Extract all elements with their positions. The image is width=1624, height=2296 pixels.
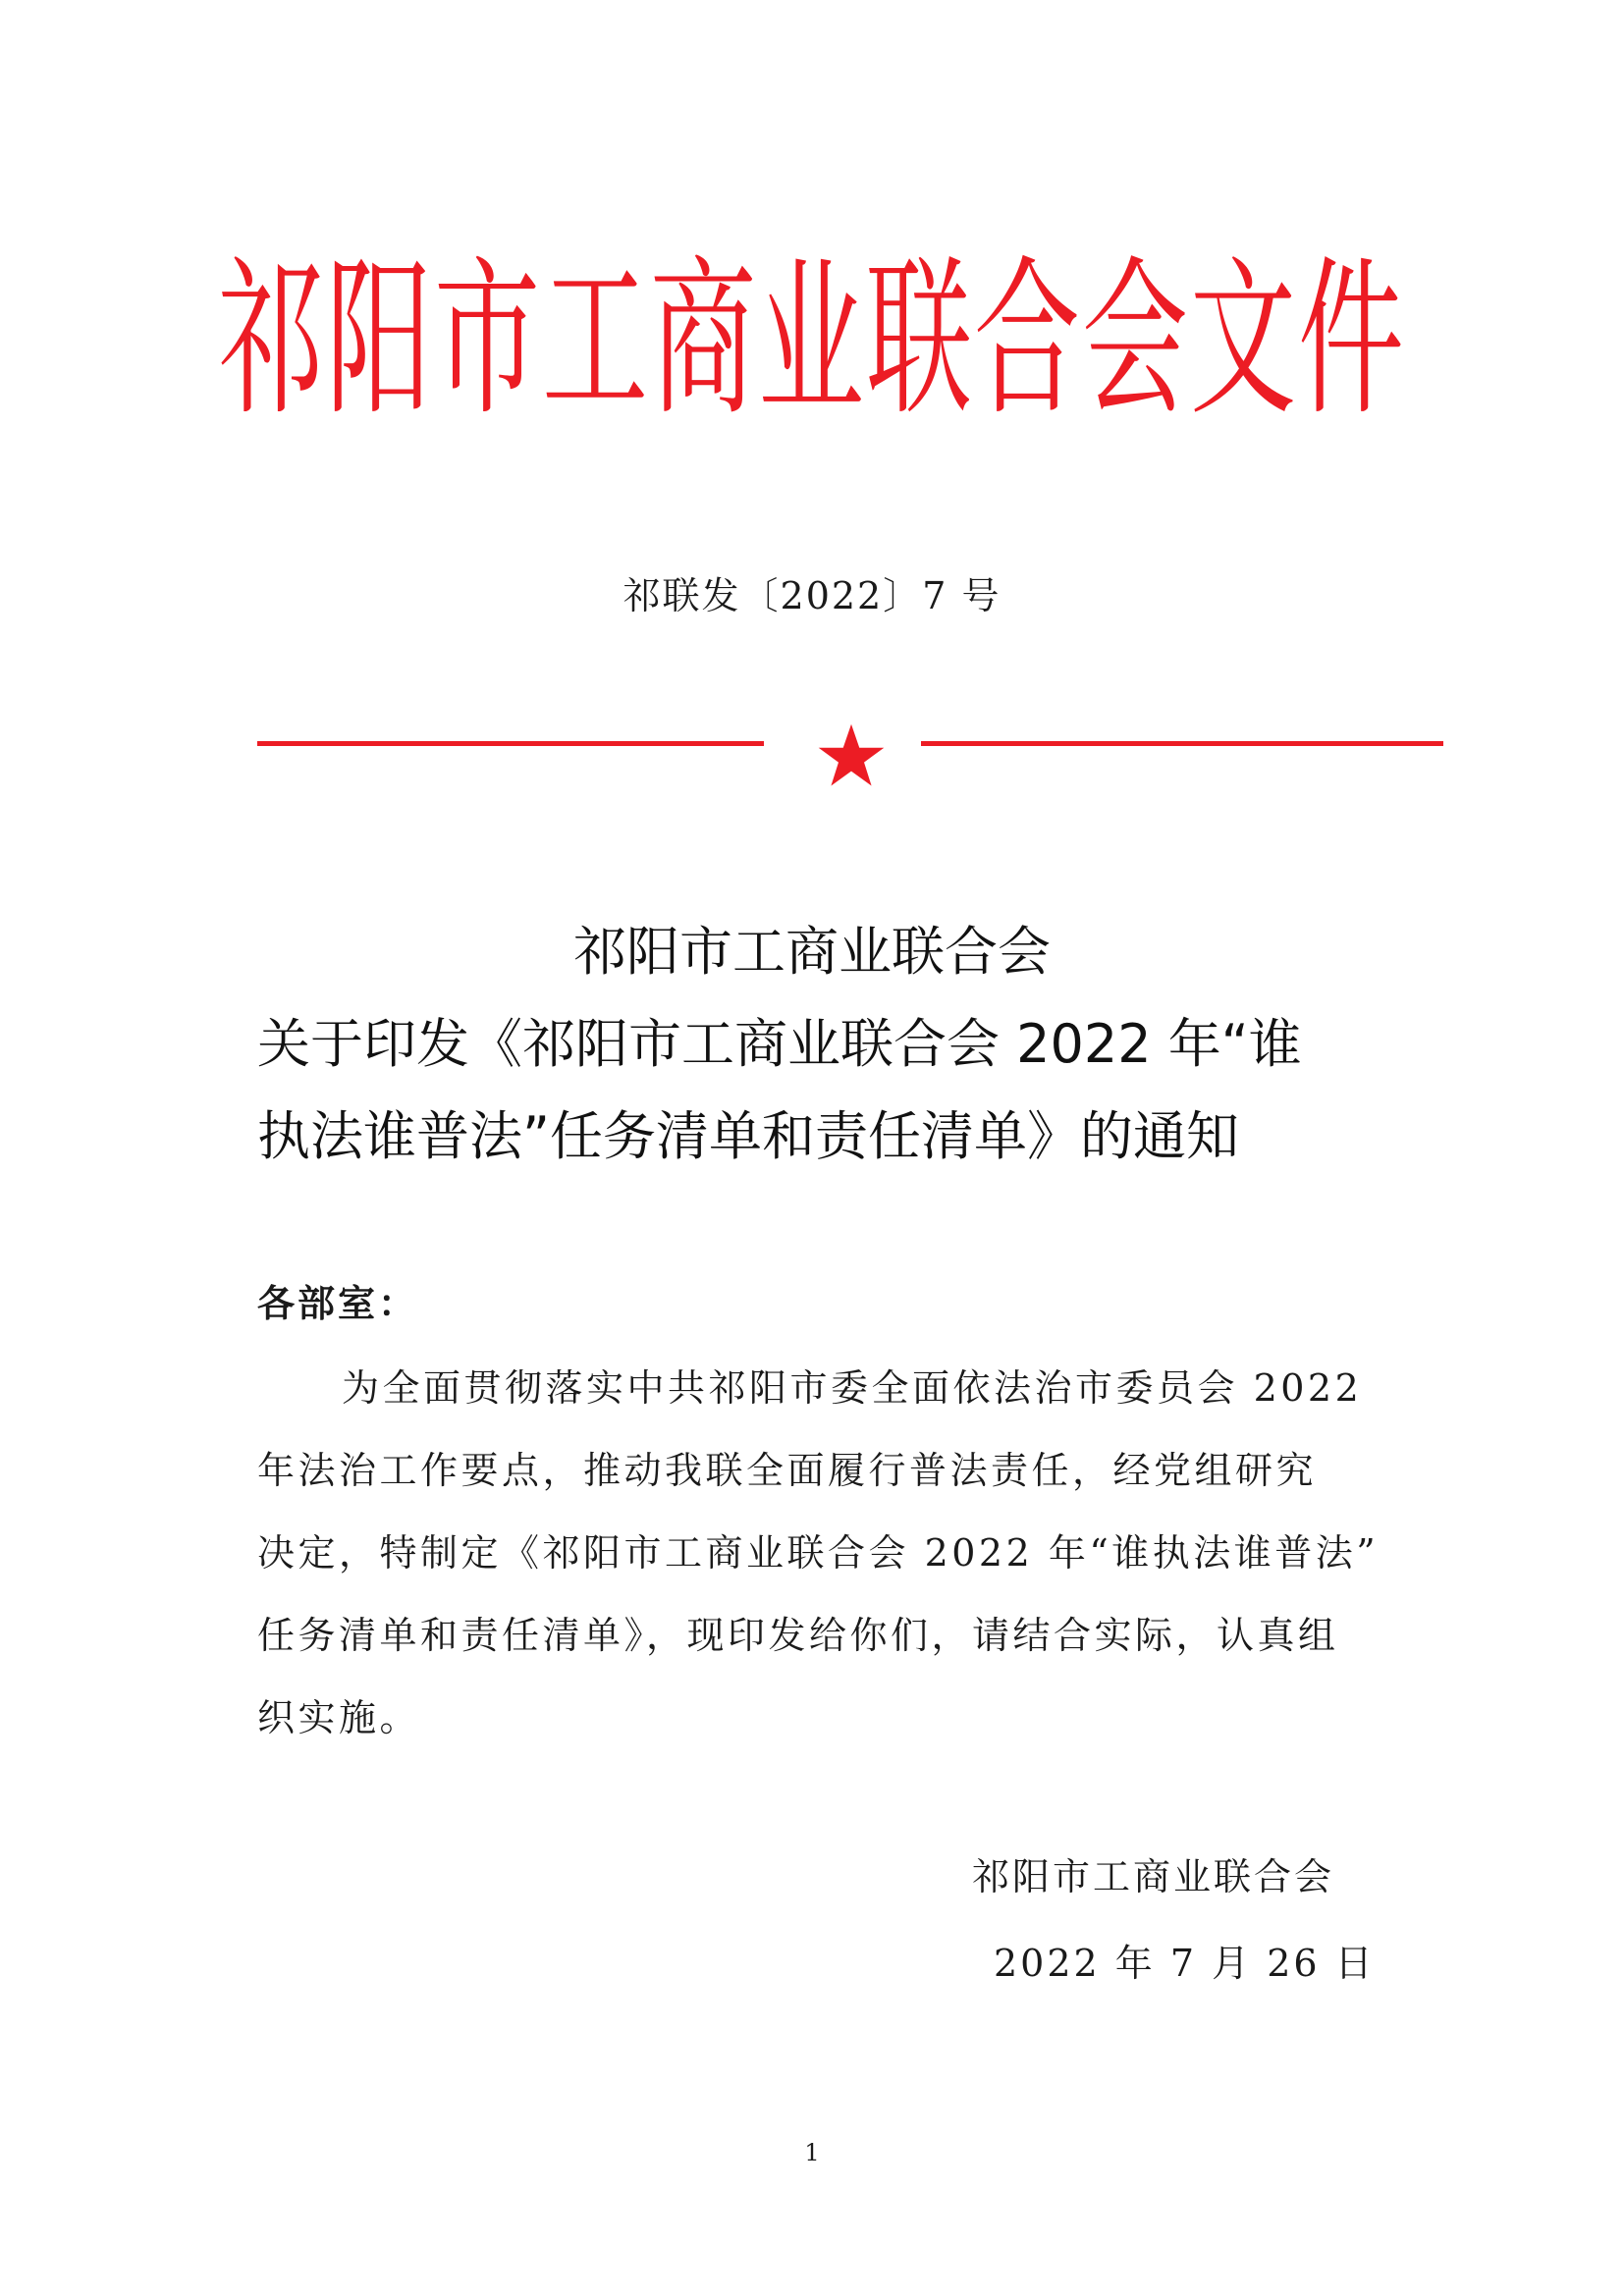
body-paragraph-line: 织实施。 (257, 1696, 421, 1739)
red-divider-right (921, 741, 1443, 746)
signature-organization: 祁阳市工商业联合会 (972, 1855, 1335, 1898)
star-icon (817, 721, 886, 790)
body-paragraph-line: 为全面贯彻落实中共祁阳市委全面依法治市委员会 2022 (342, 1366, 1363, 1410)
signature-date: 2022 年 7 月 26 日 (994, 1942, 1376, 1985)
salutation: 各部室： (257, 1281, 419, 1325)
document-title-line-1: 祁阳市工商业联合会 (573, 921, 1051, 983)
page-number: 1 (804, 2139, 820, 2166)
document-title-line-2: 关于印发《祁阳市工商业联合会 2022 年“谁 (257, 1013, 1302, 1075)
body-paragraph-line: 年法治工作要点，推动我联全面履行普法责任，经党组研究 (257, 1449, 1318, 1492)
body-paragraph-line: 决定，特制定《祁阳市工商业联合会 2022 年“谁执法谁普法” (257, 1531, 1380, 1575)
document-masthead: 祁阳市工商业联合会文件 (217, 242, 1406, 440)
body-paragraph-line: 任务清单和责任清单》，现印发给你们，请结合实际，认真组 (257, 1614, 1339, 1657)
document-title-line-3: 执法谁普法”任务清单和责任清单》的通知 (257, 1105, 1239, 1167)
red-divider-left (257, 741, 764, 746)
document-number: 祁联发〔2022〕7 号 (623, 574, 1001, 617)
